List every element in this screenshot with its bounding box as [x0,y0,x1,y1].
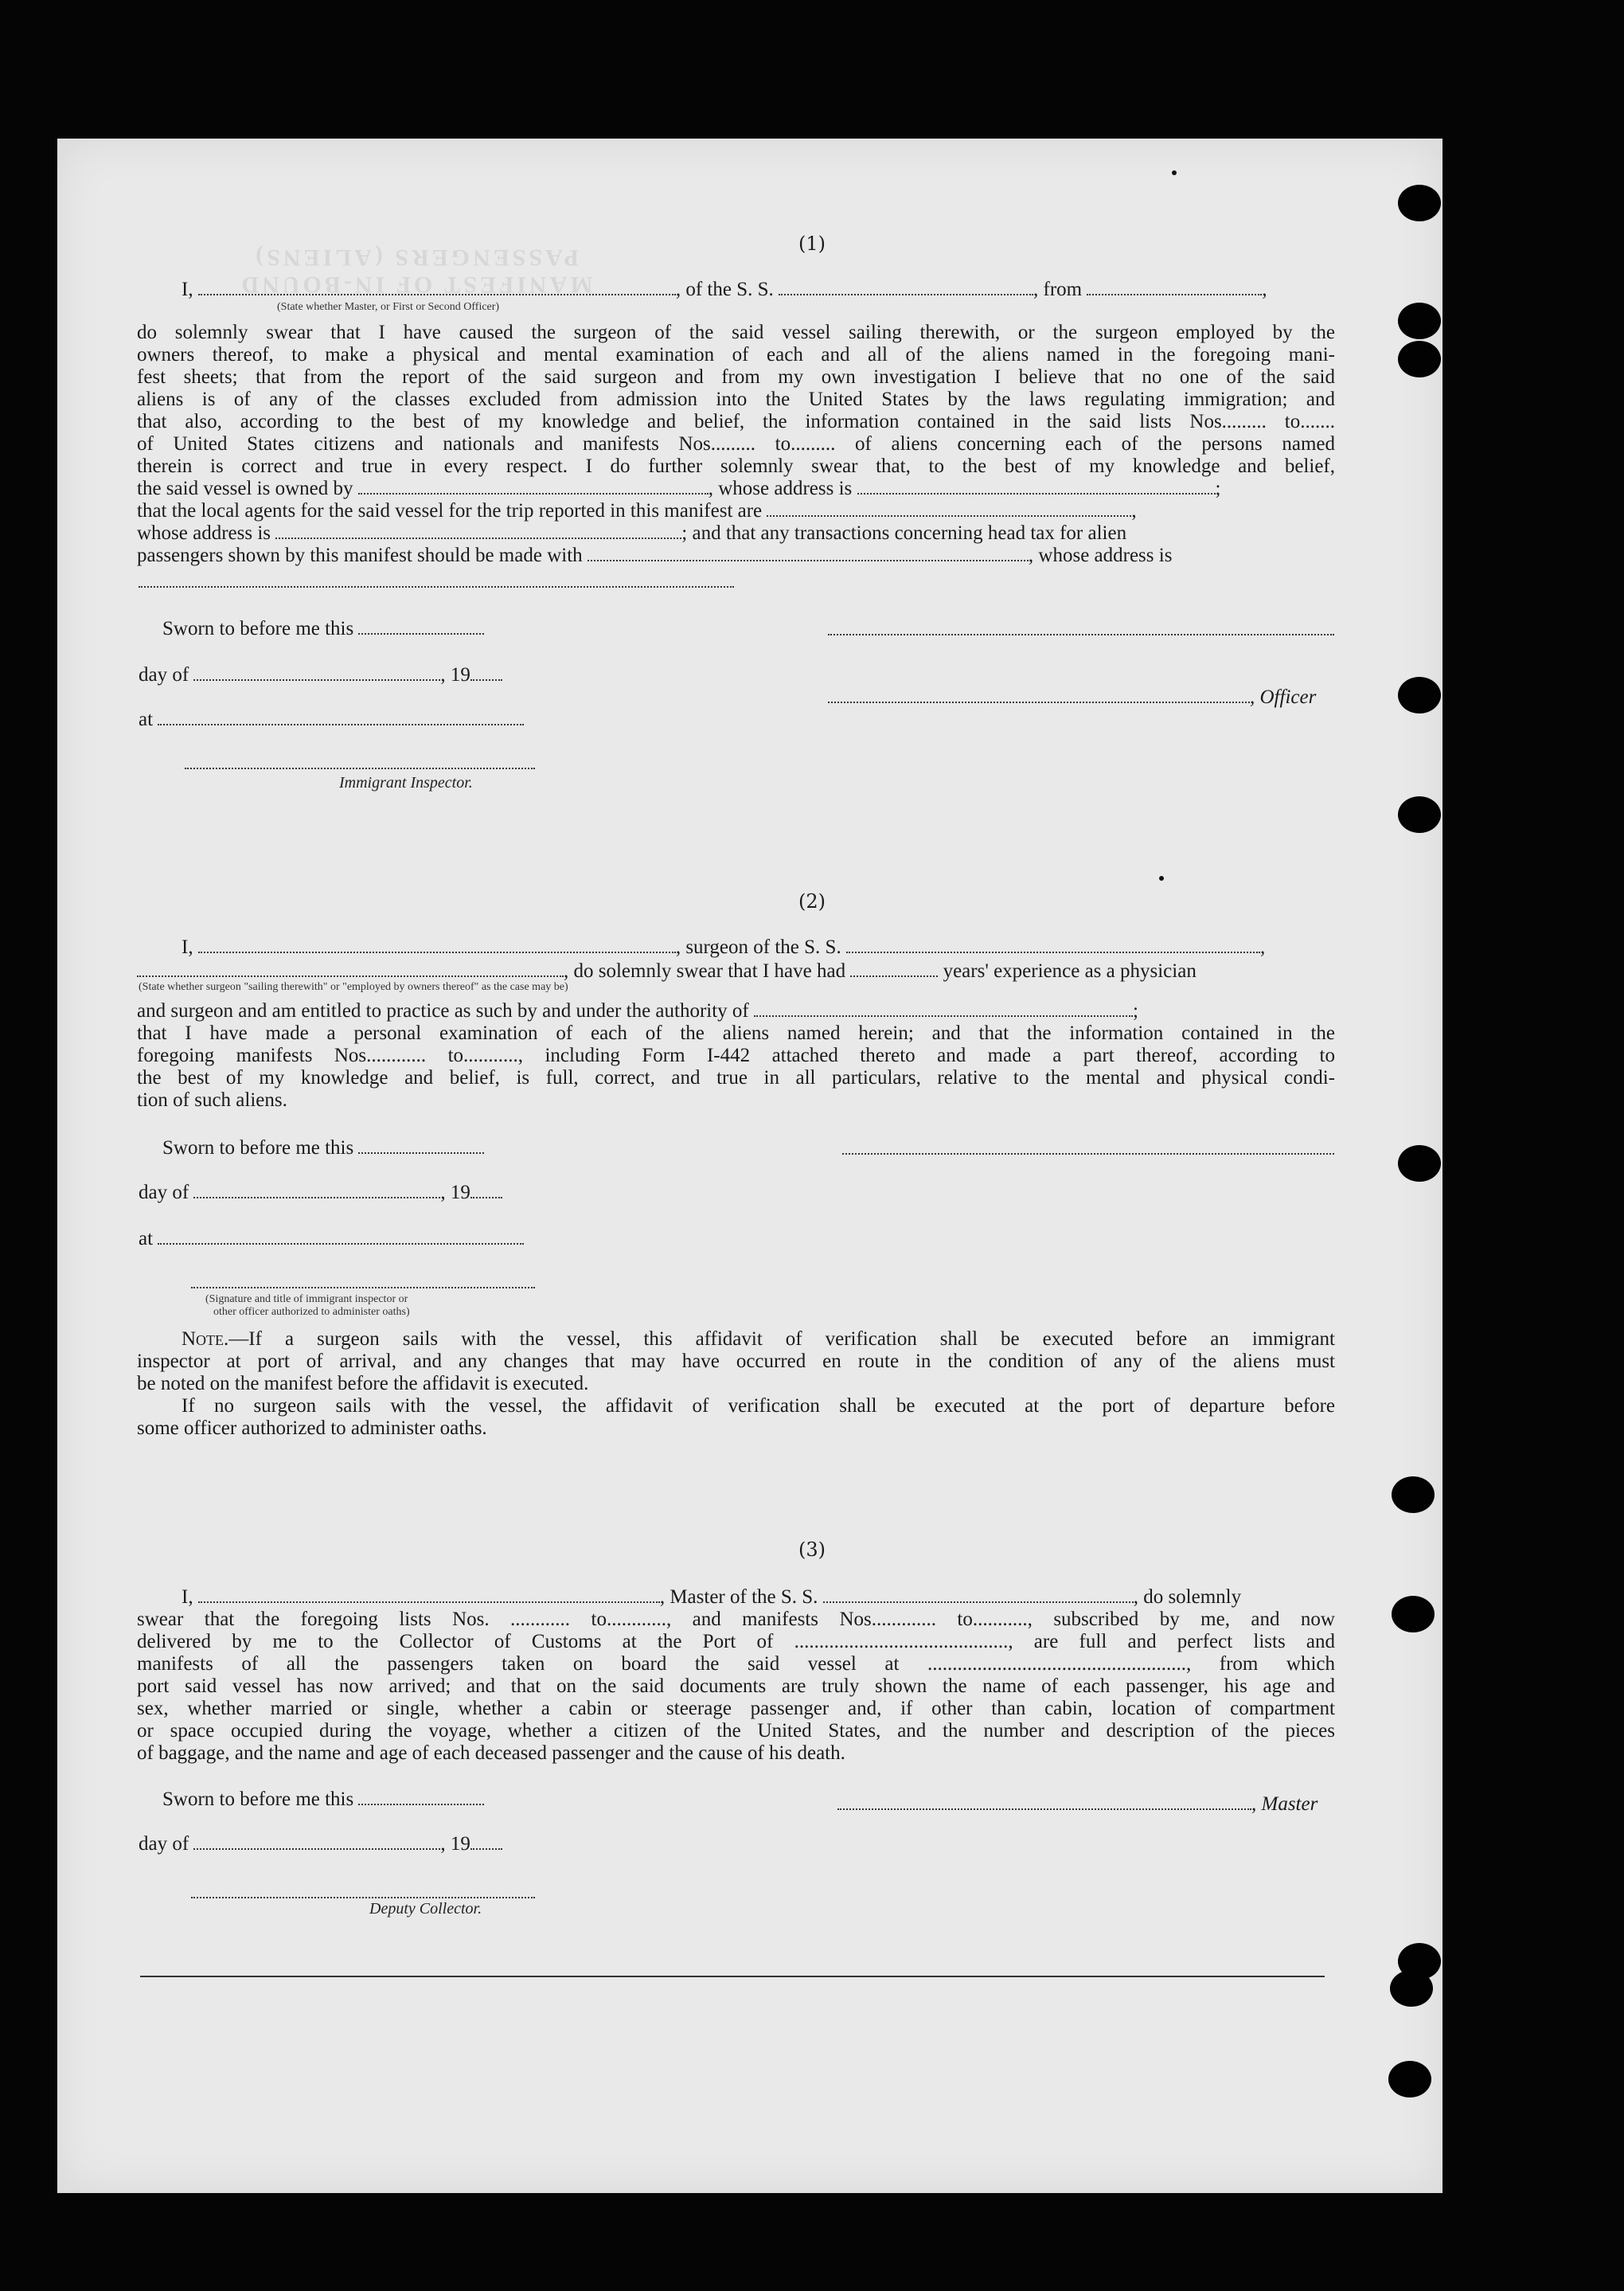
section-3-line: manifests of all the passengers taken on board the said vessel at ...................................................., from which [137,1653,1335,1675]
owned-by-line: the said vessel is owned by , whose address is ; [137,478,1221,499]
punch-hole [1398,341,1441,377]
section-3-number: (3) [798,1538,826,1561]
punch-hole [1398,796,1441,833]
section-3-line: of baggage, and the name and age of each deceased passenger and the cause of his death. [137,1742,845,1764]
inspector-label: Immigrant Inspector. [339,774,473,792]
signature-note: (Signature and title of immigrant inspector or [205,1293,408,1305]
officer-label: , Officer [828,686,1316,709]
section-2-line: that I have made a personal examination of each of the aliens named herein; and that the information contained in the [137,1022,1335,1044]
bleed-through-text: MANIFEST OF IN-BOUND PASSENGERS (ALIENS) [238,244,593,298]
signature-note: other officer authorized to administer oaths) [213,1306,410,1318]
authority-line: and surgeon and am entitled to practice as such by and under the authority of ; [137,1000,1138,1022]
section-1-opening: I, , of the S. S. , from , [182,279,1267,300]
officer-note: (State whether Master, or First or Second Officer) [277,301,500,313]
day-of-label: day of , 19 [139,1182,502,1204]
section-1-line: of United States citizens and nationals and manifests Nos......... to......... of aliens concerning each of the persons named [137,433,1335,455]
section-3-line: or space occupied during the voyage, whether a citizen of the United States, and the number and description of the pieces [137,1720,1335,1742]
at-label: at [139,709,524,731]
sworn-label: Sworn to before me this [162,1137,484,1159]
section-1-line: aliens is of any of the classes excluded from admission into the United States by the laws regulating immigration; and [137,389,1335,410]
whose-address-line: whose address is ; and that any transactions concerning head tax for alien [137,522,1127,544]
note-line: be noted on the manifest before the affidavit is executed. [137,1373,589,1394]
bottom-rule [140,1976,1325,1977]
section-2-line: the best of my knowledge and belief, is full, correct, and true in all particulars, relative to the mental and physical condi- [137,1067,1335,1089]
punch-hole [1392,1596,1435,1632]
sailing-note: (State whether surgeon "sailing therewith" or "employed by owners thereof" as the case may be) [139,981,568,993]
section-1-number: (1) [798,233,826,255]
section-1-line: fest sheets; that from the report of the said surgeon and from my own investigation I believe that no one of the said [137,366,1335,388]
section-3-line: sex, whether married or single, whether a cabin or steerage passenger and, if other than cabin, location of compartment [137,1698,1335,1719]
speck [1172,170,1177,175]
agents-line: that the local agents for the said vessel for the trip reported in this manifest are , [137,500,1137,522]
section-2-line: foregoing manifests Nos............ to..........., including Form I-442 attached thereto and made a part thereof, according to [137,1045,1335,1066]
speck [1159,876,1164,881]
sworn-label: Sworn to before me this [162,1789,484,1811]
section-2-line: tion of such aliens. [137,1089,287,1111]
section-2-number: (2) [798,890,826,913]
swear-line: , do solemnly swear that I have had years' experience as a physician [137,960,1335,983]
punch-hole [1398,185,1441,221]
section-1-line: do solemnly swear that I have caused the surgeon of the said vessel sailing therewith, or the surgeon employed by the [137,322,1335,343]
section-3-line: port said vessel has now arrived; and that on the said documents are truly shown the name of each passenger, his age and [137,1675,1335,1697]
note-line: If no surgeon sails with the vessel, the affidavit of verification shall be executed at the port of departure before [182,1395,1335,1417]
section-3-opening: I, , Master of the S. S. , do solemnly [182,1586,1242,1608]
section-1-line: owners thereof, to make a physical and mental examination of each and all of the aliens named in the foregoing mani- [137,344,1335,366]
note-line: inspector at port of arrival, and any changes that may have occurred en route in the condition of any of the aliens must [137,1351,1335,1372]
section-3-line: swear that the foregoing lists Nos. ............ to............, and manifests Nos............. to..........., subscribed by me, and now [137,1609,1335,1630]
section-1-line: that also, according to the best of my knowledge and belief, the information contained in the said lists Nos......... to....... [137,411,1335,432]
punch-hole [1388,2061,1431,2097]
section-2-opening: I, , surgeon of the S. S. , [182,936,1266,958]
inspector-signature-line[interactable] [185,766,535,769]
section-1-line: therein is correct and true in every respect. I do further solemnly swear that, to the best of my knowledge and belief, [137,455,1335,477]
note-line: some officer authorized to administer oaths. [137,1417,487,1439]
officer-signature-line[interactable] [828,632,1334,635]
surgeon-signature-line[interactable] [842,1151,1334,1155]
punch-hole [1398,303,1441,339]
address-blank[interactable] [139,584,734,588]
master-label: , Master [837,1793,1318,1816]
note-line: Note.—If a surgeon sails with the vessel, this affidavit of verification shall be executed before an immigrant [182,1328,1335,1350]
passengers-line: passengers shown by this manifest should be made with , whose address is [137,545,1173,566]
sworn-label: Sworn to before me this [162,618,484,640]
at-label: at [139,1228,524,1250]
inspector-signature-line[interactable] [191,1285,535,1288]
punch-hole [1398,677,1441,713]
day-of-label: day of , 19 [139,664,502,686]
section-3-line: delivered by me to the Collector of Customs at the Port of ..........................................., are full and perfect lists and [137,1631,1335,1652]
punch-hole [1390,1970,1433,2007]
punch-hole [1392,1476,1435,1513]
collector-signature-line[interactable] [191,1895,535,1898]
collector-label: Deputy Collector. [369,1900,482,1918]
punch-hole [1398,1145,1441,1182]
day-of-label: day of , 19 [139,1833,502,1855]
